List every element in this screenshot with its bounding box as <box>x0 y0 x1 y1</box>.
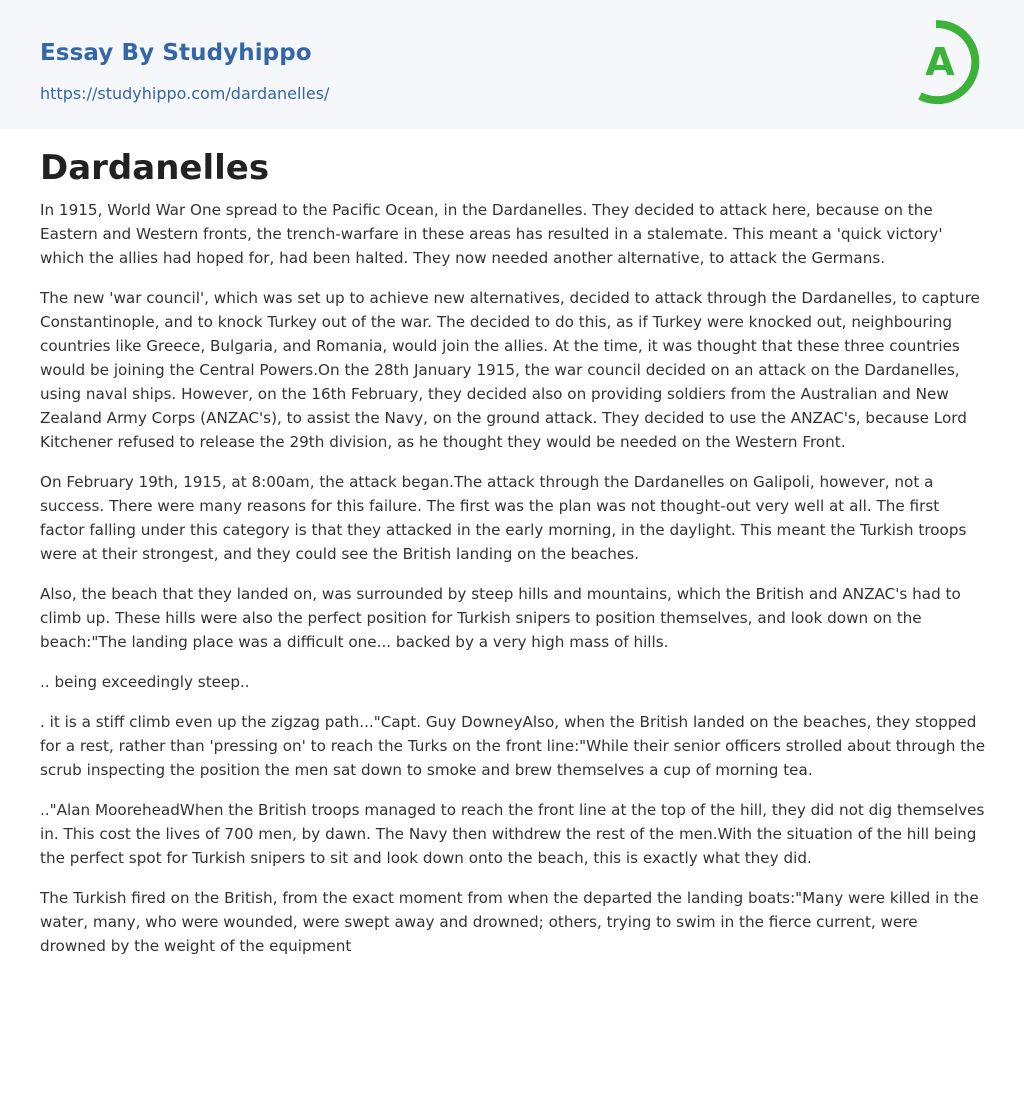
studyhippo-logo-icon[interactable] <box>904 18 988 106</box>
site-header <box>0 0 1024 129</box>
article-paragraph: On February 19th, 1915, at 8:00am, the attack began.The attack through the Dardanelles on Galipoli, however, not a success. There were many reasons for this failure. The first was the plan was not thought-out very well at all. The first factor falling under this category is that they attacked in the early morning, in the daylight. This meant the Turkish troops were at their strongest, and they could see the British landing on the beaches. <box>40 473 967 563</box>
article-body <box>40 145 988 974</box>
essay-url-link[interactable]: https://studyhippo.com/dardanelles/ <box>40 84 330 103</box>
logo-letter: A <box>925 40 955 84</box>
article-paragraph: In 1915, World War One spread to the Pacific Ocean, in the Dardanelles. They decided to attack here, because on the Eastern and Western fronts, the trench-warfare in these areas has resulted in a stalemate. This meant a 'quick victory' which the allies had hoped for, had been halted. They now needed another alternative, to attack the Germans. <box>40 201 943 267</box>
page-title: Dardanelles <box>40 148 270 188</box>
article-paragraph: The Turkish fired on the British, from the exact moment from when the departed the landing boats:"Many were killed in the water, many, who were wounded, were swept away and drowned; others, trying to swim in the fierce current, were drowned by the weight of the equipment <box>40 889 979 955</box>
article-paragraph: .. being exceedingly steep.. <box>40 673 250 691</box>
article-paragraph: Also, the beach that they landed on, was surrounded by steep hills and mountains, which the British and ANZAC's had to climb up. These hills were also the perfect position for Turkish snipers to position themselves, and look down on the beach:"The landing place was a difficult one... backed by a very high mass of hills. <box>40 585 961 651</box>
brand-title: Essay By Studyhippo <box>40 40 312 66</box>
article-paragraph: The new 'war council', which was set up to achieve new alternatives, decided to attack through the Dardanelles, to capture Constantinople, and to knock Turkey out of the war. The decided to do this, as if Turkey were knocked out, neighbouring countries like Greece, Bulgaria, and Romania, would join the allies. At the time, it was thought that these three countries would be joining the Central Powers.On the 28th January 1915, the war council decided on an attack on the Dardanelles, using naval ships. However, on the 16th February, they decided also on providing soldiers from the Australian and New Zealand Army Corps (ANZAC's), to assist the Navy, on the ground attack. They decided to use the ANZAC's, because Lord Kitchener refused to release the 29th division, as he thought they would be needed on the Western Front. <box>40 289 980 451</box>
article-paragraph: . it is a stiff climb even up the zigzag path..."Capt. Guy DowneyAlso, when the British landed on the beaches, they stopped for a rest, rather than 'pressing on' to reach the Turks on the front line:"While their senior officers strolled about through the scrub inspecting the position the men sat down to smoke and brew themselves a cup of morning tea. <box>40 713 986 779</box>
article-paragraph: .."Alan MooreheadWhen the British troops managed to reach the front line at the top of the hill, they did not dig themselves in. This cost the lives of 700 men, by dawn. The Navy then withdrew the rest of the men.With the situation of the hill being the perfect spot for Turkish snipers to sit and look down onto the beach, this is exactly what they did. <box>40 801 985 867</box>
